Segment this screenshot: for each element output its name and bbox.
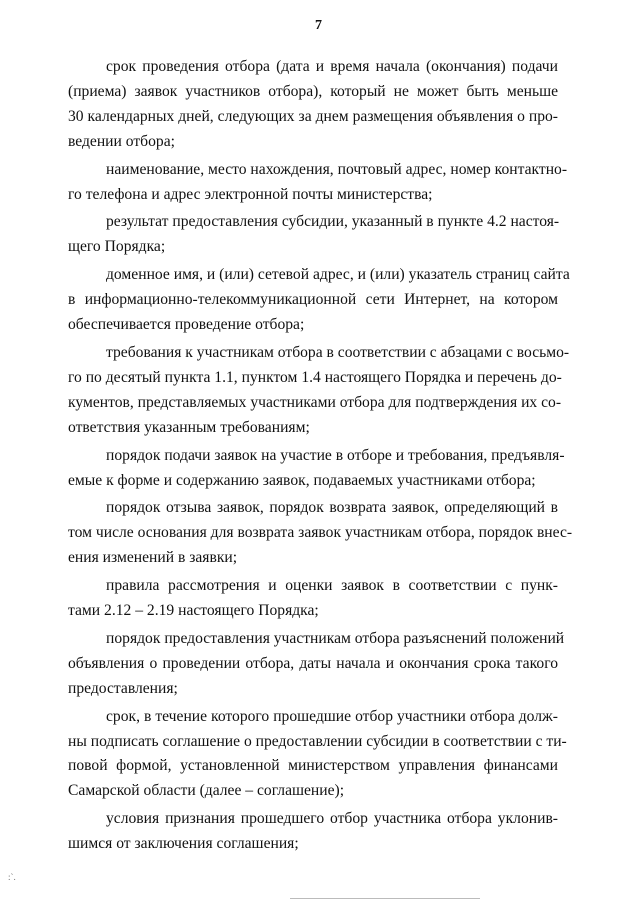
- paragraph-line: Самарской области (далее – соглашение);: [68, 782, 345, 800]
- paragraph-line: го телефона и адрес электронной почты министерства;: [68, 185, 433, 203]
- paragraph-line: обеспечивается проведение отбора;: [68, 316, 305, 334]
- paragraph: [68, 341, 570, 441]
- paragraph-line: правила рассмотрения и оценки заявок в соответствии с пунк-: [106, 577, 558, 595]
- paragraph-line: в информационно-телекоммуникационной сети Интернет, на котором: [68, 291, 558, 309]
- paragraph: [68, 496, 573, 571]
- paragraph-line: срок проведения отбора (дата и время начала (окончания) подачи: [106, 58, 558, 75]
- page-number: 7: [315, 18, 322, 33]
- paragraph-line: срок, в течение которого прошедшие отбор участники отбора долж-: [106, 707, 558, 725]
- paragraph: [68, 627, 565, 702]
- paragraph-line: ведении отбора;: [68, 132, 175, 150]
- paragraph: [68, 807, 558, 857]
- paragraph: [68, 158, 568, 208]
- scan-artifact-left: :`.: [8, 872, 16, 882]
- paragraph-line: шимся от заключения соглашения;: [68, 835, 299, 853]
- paragraph-line: порядок предоставления участникам отбора разъяснений положений: [106, 629, 565, 647]
- paragraph-line: повой формой, установленной министерством управления финансами: [68, 757, 558, 775]
- paragraph-line: порядок отзыва заявок, порядок возврата заявок, определяющий в: [106, 499, 558, 517]
- paragraph-line: тами 2.12 – 2.19 настоящего Порядка;: [68, 602, 319, 620]
- paragraph: [68, 574, 558, 624]
- paragraph: [68, 55, 558, 155]
- paragraph-line: наименование, место нахождения, почтовый адрес, номер контактно-: [106, 160, 568, 178]
- paragraph: [68, 210, 558, 260]
- paragraph-line: требования к участникам отбора в соответствии с абзацами с восьмо-: [106, 343, 570, 361]
- paragraph: [68, 705, 567, 805]
- paragraph-line: доменное имя, и (или) сетевой адрес, и (или) указатель страниц сайта: [106, 266, 570, 284]
- paragraph-line: ны подписать соглашение о предоставлении субсидии в соответствии с ти-: [68, 732, 567, 750]
- paragraph-line: го по десятый пункта 1.1, пунктом 1.4 настоящего Порядка и перечень до-: [68, 368, 562, 386]
- paragraph: [68, 444, 565, 494]
- paragraph-line: кументов, представляемых участниками отбора для подтверждения их со-: [68, 393, 562, 411]
- document-body: [68, 55, 573, 860]
- paragraph-line: (приема) заявок участников отбора), который не может быть меньше: [68, 82, 558, 100]
- paragraph-line: щего Порядка;: [68, 238, 166, 256]
- paragraph-line: предоставления;: [68, 679, 178, 697]
- paragraph-line: результат предоставления субсидии, указанный в пункте 4.2 настоя-: [106, 213, 560, 231]
- paragraph-line: том числе основания для возврата заявок участникам отбора, порядок внес-: [68, 524, 573, 542]
- paragraph-line: ответствия указанным требованиям;: [68, 418, 310, 436]
- scan-artifact-bottom: [290, 898, 480, 899]
- paragraph-line: емые к форме и содержанию заявок, подаваемых участниками отбора;: [68, 471, 536, 489]
- paragraph: [68, 263, 570, 338]
- paragraph-line: условия признания прошедшего отбор участника отбора уклонив-: [106, 810, 558, 828]
- paragraph-line: объявления о проведении отбора, даты начала и окончания срока такого: [68, 654, 558, 672]
- paragraph-line: 30 календарных дней, следующих за днем размещения объявления о про-: [68, 107, 558, 125]
- paragraph-line: ения изменений в заявки;: [68, 549, 238, 567]
- paragraph-line: порядок подачи заявок на участие в отборе и требования, предъявля-: [106, 446, 565, 464]
